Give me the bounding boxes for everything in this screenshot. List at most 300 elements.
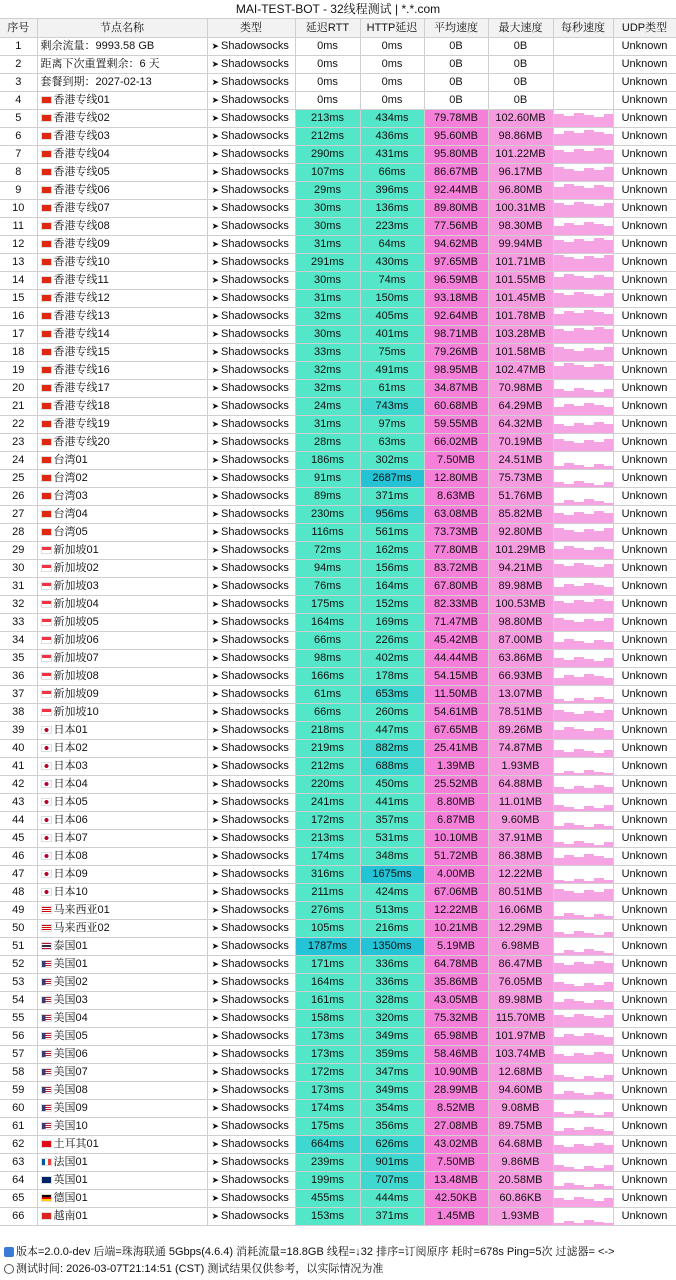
per-second-bar xyxy=(554,366,564,379)
paper-plane-icon: ➤ xyxy=(211,1031,220,1041)
per-second-bar xyxy=(554,240,564,253)
per-second-bar xyxy=(564,566,574,577)
avg-speed: 64.78MB xyxy=(424,956,488,974)
max-speed: 12.22MB xyxy=(488,866,553,884)
flag-us-icon xyxy=(41,1068,52,1076)
per-second-bar xyxy=(564,1034,574,1045)
node-name xyxy=(37,758,207,776)
per-second-bar xyxy=(574,443,584,451)
per-second-bar xyxy=(574,481,584,487)
avg-speed: 95.80MB xyxy=(424,146,488,164)
per-second-bar xyxy=(604,528,614,541)
paper-plane-icon: ➤ xyxy=(211,581,220,591)
udp-type: Unknown xyxy=(613,290,676,308)
per-second-chart xyxy=(553,596,613,614)
rtt-value: 291ms xyxy=(295,254,360,272)
node-type xyxy=(207,488,295,506)
per-second-bar xyxy=(564,1128,574,1135)
per-second-bar xyxy=(604,114,614,127)
udp-type: Unknown xyxy=(613,686,676,704)
per-second-bar xyxy=(594,501,604,505)
node-name xyxy=(37,434,207,452)
max-speed: 98.86MB xyxy=(488,128,553,146)
node-type-label: Shadowsocks xyxy=(221,292,289,304)
flag-sg-icon xyxy=(41,564,52,572)
paper-plane-icon: ➤ xyxy=(211,815,220,825)
avg-speed: 28.99MB xyxy=(424,1082,488,1100)
node-name xyxy=(37,92,207,110)
per-second-bar xyxy=(554,549,564,559)
max-speed: 51.76MB xyxy=(488,488,553,506)
rtt-value: 212ms xyxy=(295,128,360,146)
node-type-label: Shadowsocks xyxy=(221,274,289,286)
node-type xyxy=(207,542,295,560)
max-speed: 11.01MB xyxy=(488,794,553,812)
node-name-label: 香港专线12 xyxy=(53,292,110,304)
table-row xyxy=(0,560,676,578)
flag-hk-icon xyxy=(41,420,52,428)
per-second-bar xyxy=(554,329,564,343)
node-type-label: Shadowsocks xyxy=(221,58,289,70)
avg-speed: 60.68MB xyxy=(424,398,488,416)
max-speed: 101.22MB xyxy=(488,146,553,164)
node-name xyxy=(37,866,207,884)
row-index: 54 xyxy=(0,992,37,1010)
node-name-label: 台湾02 xyxy=(53,472,88,484)
rtt-value: 316ms xyxy=(295,866,360,884)
avg-speed: 4.00MB xyxy=(424,866,488,884)
max-speed: 64.29MB xyxy=(488,398,553,416)
per-second-bar xyxy=(574,365,584,379)
per-second-chart xyxy=(553,128,613,146)
per-second-chart xyxy=(553,110,613,128)
max-speed: 37.91MB xyxy=(488,830,553,848)
per-second-bar xyxy=(564,242,574,253)
row-index: 30 xyxy=(0,560,37,578)
paper-plane-icon: ➤ xyxy=(211,257,220,267)
node-type xyxy=(207,668,295,686)
per-second-bar xyxy=(584,983,594,991)
per-second-bar xyxy=(584,1166,594,1171)
node-name-label: 香港专线08 xyxy=(53,220,110,232)
col-index: 序号 xyxy=(0,19,37,38)
node-name xyxy=(37,380,207,398)
per-second-bar xyxy=(584,1033,594,1045)
node-type-label: Shadowsocks xyxy=(221,1066,289,1078)
node-type-label: Shadowsocks xyxy=(221,382,289,394)
node-type-label: Shadowsocks xyxy=(221,652,289,664)
node-name xyxy=(37,848,207,866)
node-name-label: 土耳其01 xyxy=(53,1138,99,1150)
flag-us-icon xyxy=(41,996,52,1004)
per-second-bar xyxy=(584,933,594,937)
http-value: 357ms xyxy=(360,812,424,830)
paper-plane-icon: ➤ xyxy=(211,149,220,159)
per-second-bar xyxy=(584,1146,594,1153)
flag-cn-icon xyxy=(41,510,52,518)
max-speed: 96.17MB xyxy=(488,164,553,182)
per-second-bar xyxy=(594,275,604,289)
per-second-bar xyxy=(604,482,614,487)
node-type xyxy=(207,632,295,650)
per-second-bar xyxy=(584,425,594,433)
per-second-bar xyxy=(564,363,574,379)
max-speed: 103.74MB xyxy=(488,1046,553,1064)
rtt-value: 276ms xyxy=(295,902,360,920)
node-type xyxy=(207,1010,295,1028)
udp-type: Unknown xyxy=(613,992,676,1010)
rtt-value: 98ms xyxy=(295,650,360,668)
max-speed: 99.94MB xyxy=(488,236,553,254)
rtt-value: 172ms xyxy=(295,812,360,830)
node-name xyxy=(37,686,207,704)
flag-cn-icon xyxy=(41,456,52,464)
per-second-chart xyxy=(553,614,613,632)
flag-hk-icon xyxy=(41,312,52,320)
node-type-label: Shadowsocks xyxy=(221,706,289,718)
node-name-label: 日本05 xyxy=(53,796,88,808)
http-value: 354ms xyxy=(360,1100,424,1118)
table-row xyxy=(0,362,676,380)
flag-sg-icon xyxy=(41,600,52,608)
node-name xyxy=(37,614,207,632)
flag-sg-icon xyxy=(41,672,52,680)
avg-speed: 25.52MB xyxy=(424,776,488,794)
per-second-bar xyxy=(604,424,614,433)
paper-plane-icon: ➤ xyxy=(211,41,220,51)
node-name xyxy=(37,398,207,416)
udp-type: Unknown xyxy=(613,758,676,776)
table-row xyxy=(0,704,676,722)
node-type-label: Shadowsocks xyxy=(221,670,289,682)
row-index: 61 xyxy=(0,1118,37,1136)
max-speed: 16.06MB xyxy=(488,902,553,920)
row-index: 64 xyxy=(0,1172,37,1190)
per-second-bar xyxy=(604,1198,614,1207)
paper-plane-icon: ➤ xyxy=(211,401,220,411)
per-second-bar xyxy=(574,1111,584,1117)
footer-time: 测试时间: 2026-03-07T21:14:51 (CST) 测试结果仅供参考，以实际情况为准 xyxy=(16,1263,384,1275)
rtt-value: 213ms xyxy=(295,110,360,128)
per-second-bar xyxy=(574,786,584,793)
max-speed: 89.75MB xyxy=(488,1118,553,1136)
per-second-bar xyxy=(574,423,584,433)
http-value: 0ms xyxy=(360,56,424,74)
table-row xyxy=(0,596,676,614)
per-second-bar xyxy=(604,329,614,343)
udp-type: Unknown xyxy=(613,866,676,884)
row-index: 35 xyxy=(0,650,37,668)
node-type-label: Shadowsocks xyxy=(221,724,289,736)
paper-plane-icon: ➤ xyxy=(211,1121,220,1131)
max-speed: 102.47MB xyxy=(488,362,553,380)
max-speed: 100.31MB xyxy=(488,200,553,218)
per-second-bar xyxy=(574,225,584,235)
avg-speed: 0B xyxy=(424,74,488,92)
node-type xyxy=(207,1118,295,1136)
per-second-bar xyxy=(574,1185,584,1189)
per-second-bar xyxy=(594,364,604,379)
per-second-bar xyxy=(604,1165,614,1171)
udp-type: Unknown xyxy=(613,938,676,956)
paper-plane-icon: ➤ xyxy=(211,851,220,861)
row-index: 12 xyxy=(0,236,37,254)
per-second-bar xyxy=(554,750,564,757)
avg-speed: 54.15MB xyxy=(424,668,488,686)
node-name-label: 新加坡05 xyxy=(53,616,99,628)
per-second-bar xyxy=(564,620,574,631)
paper-plane-icon: ➤ xyxy=(211,311,220,321)
paper-plane-icon: ➤ xyxy=(211,131,220,141)
row-index: 31 xyxy=(0,578,37,596)
per-second-bar xyxy=(574,259,584,271)
max-speed: 101.97MB xyxy=(488,1028,553,1046)
per-second-bar xyxy=(594,422,604,433)
max-speed: 0B xyxy=(488,92,553,110)
per-second-bar xyxy=(554,134,564,145)
node-type-label: Shadowsocks xyxy=(221,310,289,322)
per-second-bar xyxy=(584,770,594,775)
per-second-chart xyxy=(553,938,613,956)
per-second-bar xyxy=(564,752,574,757)
per-second-bar xyxy=(564,1017,574,1027)
node-name-label: 美国09 xyxy=(53,1102,88,1114)
per-second-bar xyxy=(574,600,584,613)
http-value: 901ms xyxy=(360,1154,424,1172)
node-type-label: Shadowsocks xyxy=(221,40,289,52)
udp-type: Unknown xyxy=(613,578,676,596)
udp-type: Unknown xyxy=(613,344,676,362)
node-name xyxy=(37,578,207,596)
per-second-bar xyxy=(604,889,614,901)
http-value: 447ms xyxy=(360,722,424,740)
node-name xyxy=(37,74,207,92)
rtt-value: 32ms xyxy=(295,308,360,326)
avg-speed: 12.80MB xyxy=(424,470,488,488)
node-type-label: Shadowsocks xyxy=(221,1192,289,1204)
per-second-bar xyxy=(564,205,574,217)
per-second-bar xyxy=(594,1129,604,1135)
rtt-value: 153ms xyxy=(295,1208,360,1226)
http-value: 424ms xyxy=(360,884,424,902)
row-index: 53 xyxy=(0,974,37,992)
table-row xyxy=(0,200,676,218)
avg-speed: 34.87MB xyxy=(424,380,488,398)
per-second-bar xyxy=(564,712,574,721)
per-second-chart xyxy=(553,326,613,344)
row-index: 8 xyxy=(0,164,37,182)
table-row xyxy=(0,1136,676,1154)
node-name xyxy=(37,470,207,488)
http-value: 64ms xyxy=(360,236,424,254)
node-name-label: 日本09 xyxy=(53,868,88,880)
per-second-bar xyxy=(564,1056,574,1063)
per-second-bar xyxy=(584,843,594,847)
per-second-bar xyxy=(594,567,604,577)
udp-type: Unknown xyxy=(613,236,676,254)
max-speed: 85.82MB xyxy=(488,506,553,524)
paper-plane-icon: ➤ xyxy=(211,1139,220,1149)
rtt-value: 172ms xyxy=(295,1064,360,1082)
avg-speed: 82.33MB xyxy=(424,596,488,614)
per-second-bar xyxy=(564,426,574,433)
footer-version: 版本=2.0.0-dev 后端=珠海联通 5Gbps(4.6.4) 消耗流量=18.8GB 线程=↓32 排序=订阅原序 耗时=678s Ping=5次 过滤器= <-> xyxy=(16,1246,615,1258)
node-type xyxy=(207,380,295,398)
paper-plane-icon: ➤ xyxy=(211,545,220,555)
http-value: 0ms xyxy=(360,92,424,110)
http-value: 75ms xyxy=(360,344,424,362)
per-second-chart xyxy=(553,416,613,434)
per-second-bar xyxy=(584,130,594,145)
node-type xyxy=(207,182,295,200)
per-second-bar xyxy=(564,500,574,505)
row-index: 21 xyxy=(0,398,37,416)
udp-type: Unknown xyxy=(613,524,676,542)
max-speed: 74.87MB xyxy=(488,740,553,758)
row-index: 56 xyxy=(0,1028,37,1046)
avg-speed: 1.39MB xyxy=(424,758,488,776)
flag-us-icon xyxy=(41,960,52,968)
per-second-bar xyxy=(564,311,574,325)
per-second-chart xyxy=(553,902,613,920)
http-value: 882ms xyxy=(360,740,424,758)
flag-us-icon xyxy=(41,1014,52,1022)
node-name-label: 泰国01 xyxy=(53,940,88,952)
footer-time-line xyxy=(4,1261,676,1278)
udp-type: Unknown xyxy=(613,830,676,848)
paper-plane-icon: ➤ xyxy=(211,275,220,285)
per-second-bar xyxy=(564,675,574,685)
node-type xyxy=(207,812,295,830)
per-second-bar xyxy=(564,223,574,235)
flag-hk-icon xyxy=(41,132,52,140)
node-type xyxy=(207,794,295,812)
table-row xyxy=(0,740,676,758)
avg-speed: 25.41MB xyxy=(424,740,488,758)
per-second-chart xyxy=(553,1082,613,1100)
flag-jp-icon xyxy=(41,852,52,860)
flag-jp-icon xyxy=(41,834,52,842)
row-index: 57 xyxy=(0,1046,37,1064)
footer-version-line xyxy=(4,1244,676,1261)
http-value: 320ms xyxy=(360,1010,424,1028)
per-second-bar xyxy=(574,915,584,919)
per-second-bar xyxy=(604,366,614,379)
per-second-bar xyxy=(574,893,584,901)
node-name xyxy=(37,452,207,470)
table-row xyxy=(0,398,676,416)
paper-plane-icon: ➤ xyxy=(211,995,220,1005)
per-second-bar xyxy=(594,392,604,397)
per-second-bar xyxy=(554,528,564,541)
per-second-bar xyxy=(594,327,604,343)
http-value: 371ms xyxy=(360,1208,424,1226)
node-name xyxy=(37,200,207,218)
rtt-value: 164ms xyxy=(295,614,360,632)
per-second-bar xyxy=(574,388,584,397)
avg-speed: 95.60MB xyxy=(424,128,488,146)
per-second-bar xyxy=(554,389,564,397)
flag-de-icon xyxy=(41,1194,52,1202)
max-speed: 86.38MB xyxy=(488,848,553,866)
http-value: 401ms xyxy=(360,326,424,344)
paper-plane-icon: ➤ xyxy=(211,491,220,501)
per-second-chart xyxy=(553,1190,613,1208)
per-second-bar xyxy=(584,168,594,181)
rtt-value: 33ms xyxy=(295,344,360,362)
node-type-label: Shadowsocks xyxy=(221,778,289,790)
per-second-bar xyxy=(554,167,564,181)
node-name-label: 香港专线10 xyxy=(53,256,110,268)
per-second-bar xyxy=(594,312,604,325)
flag-jp-icon xyxy=(41,798,52,806)
node-name-label: 香港专线04 xyxy=(53,148,110,160)
table-row xyxy=(0,1082,676,1100)
per-second-bar xyxy=(604,618,614,631)
per-second-bar xyxy=(594,1052,604,1063)
node-type xyxy=(207,308,295,326)
avg-speed: 93.18MB xyxy=(424,290,488,308)
per-second-chart xyxy=(553,1064,613,1082)
rtt-value: 1787ms xyxy=(295,938,360,956)
per-second-bar xyxy=(564,999,574,1009)
per-second-bar xyxy=(584,294,594,307)
node-type xyxy=(207,992,295,1010)
per-second-chart xyxy=(553,38,613,56)
max-speed: 87.00MB xyxy=(488,632,553,650)
per-second-chart xyxy=(553,866,613,884)
udp-type: Unknown xyxy=(613,848,676,866)
per-second-bar xyxy=(554,150,564,163)
col-rtt: 延迟RTT xyxy=(295,19,360,38)
rtt-value: 66ms xyxy=(295,704,360,722)
http-value: 169ms xyxy=(360,614,424,632)
per-second-bar xyxy=(574,133,584,145)
table-row xyxy=(0,992,676,1010)
row-index: 41 xyxy=(0,758,37,776)
node-type xyxy=(207,704,295,722)
per-second-bar xyxy=(594,132,604,145)
udp-type: Unknown xyxy=(613,542,676,560)
node-type-label: Shadowsocks xyxy=(221,1156,289,1168)
per-second-bar xyxy=(574,841,584,847)
udp-type: Unknown xyxy=(613,398,676,416)
per-second-bar xyxy=(574,698,584,703)
table-row xyxy=(0,1118,676,1136)
per-second-chart xyxy=(553,974,613,992)
udp-type: Unknown xyxy=(613,452,676,470)
row-index: 52 xyxy=(0,956,37,974)
max-speed: 0B xyxy=(488,38,553,56)
http-value: 66ms xyxy=(360,164,424,182)
max-speed: 101.78MB xyxy=(488,308,553,326)
node-type-label: Shadowsocks xyxy=(221,850,289,862)
node-name xyxy=(37,182,207,200)
flag-th-icon xyxy=(41,942,52,950)
max-speed: 70.98MB xyxy=(488,380,553,398)
max-speed: 20.58MB xyxy=(488,1172,553,1190)
avg-speed: 51.72MB xyxy=(424,848,488,866)
per-second-bar xyxy=(584,348,594,361)
flag-sg-icon xyxy=(41,708,52,716)
per-second-bar xyxy=(584,1076,594,1081)
avg-speed: 10.90MB xyxy=(424,1064,488,1082)
per-second-bar xyxy=(584,514,594,523)
per-second-bar xyxy=(564,349,574,361)
rtt-value: 175ms xyxy=(295,596,360,614)
paper-plane-icon: ➤ xyxy=(211,923,220,933)
per-second-chart xyxy=(553,344,613,362)
